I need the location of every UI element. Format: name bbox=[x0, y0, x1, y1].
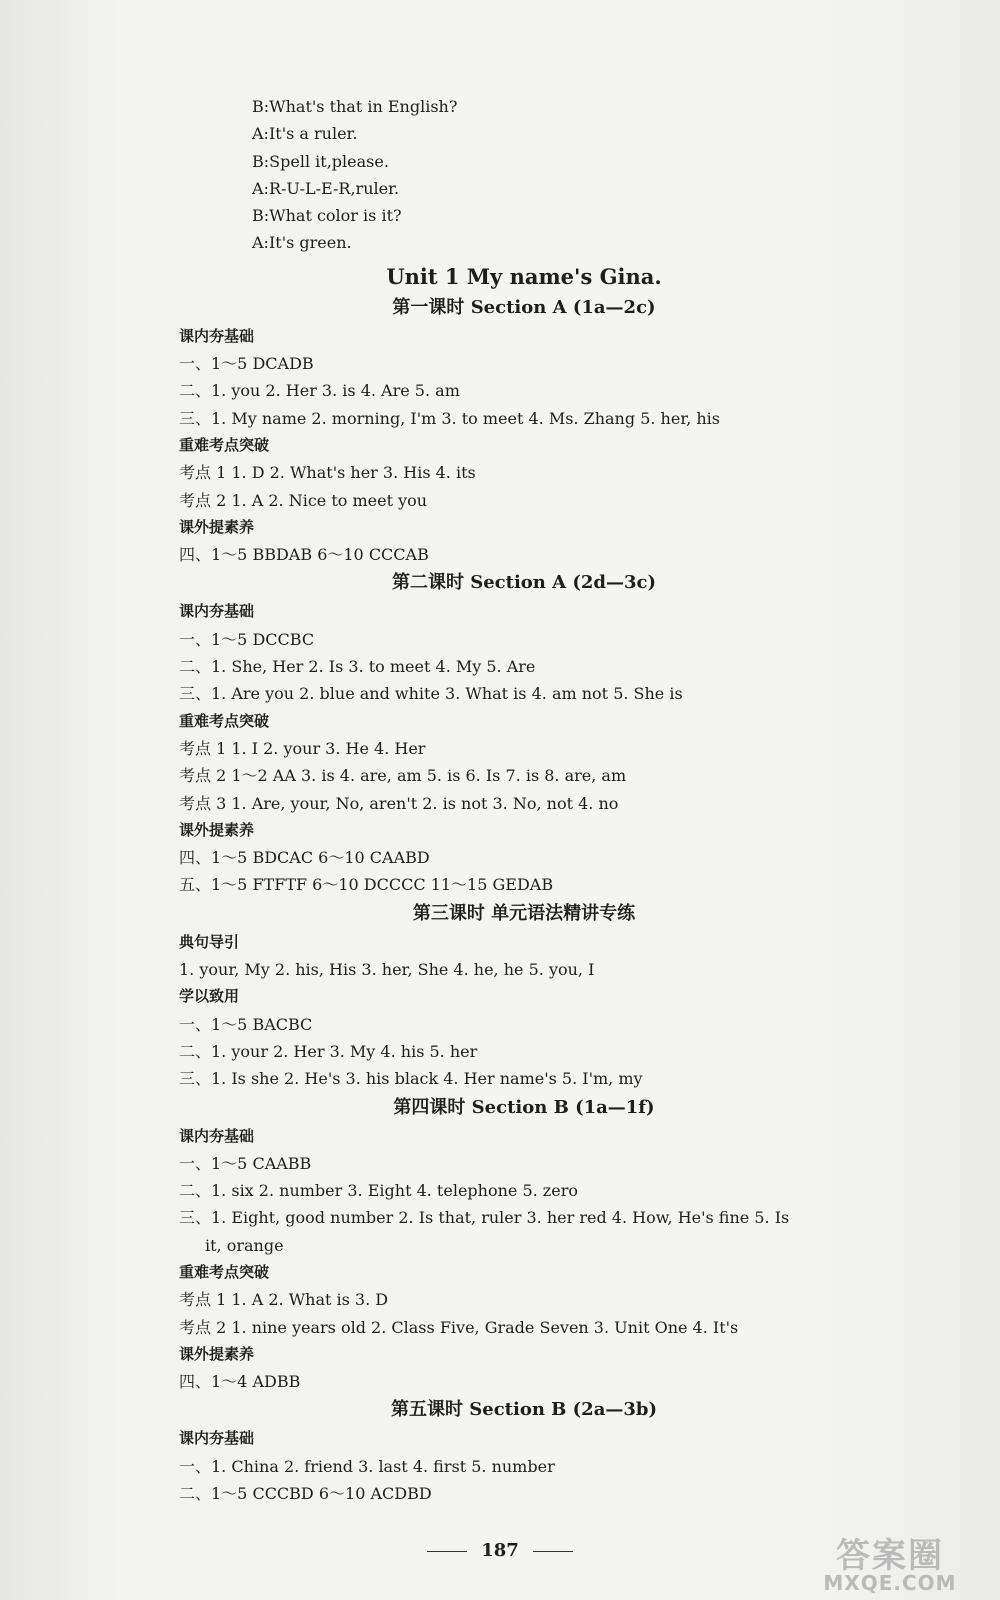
answer-line: 考点 1 1. D 2. What's her 3. His 4. its bbox=[179, 463, 476, 483]
answer-line: 1. your, My 2. his, His 3. her, She 4. he, he 5. you, I bbox=[179, 960, 595, 980]
answer-line: 三、1. Is she 2. He's 3. his black 4. Her name's 5. I'm, my bbox=[179, 1069, 643, 1089]
answer-line: 一、1～5 DCADB bbox=[179, 354, 314, 374]
section-heading: 课内夯基础 bbox=[179, 602, 255, 621]
answer-line: 四、1～5 BDCAC 6～10 CAABD bbox=[179, 848, 430, 868]
dash-left bbox=[427, 1551, 467, 1552]
lesson-title: 第三课时 单元语法精讲专练 bbox=[412, 902, 636, 924]
answer-line: 考点 3 1. Are, your, No, aren't 2. is not 3. No, not 4. no bbox=[179, 793, 619, 813]
lesson-title: 第五课时 Section B (2a—3b) bbox=[390, 1399, 657, 1421]
lesson-2 bbox=[179, 568, 829, 898]
answer-content bbox=[179, 93, 829, 1507]
section-heading: 典句导引 bbox=[179, 932, 240, 951]
dialog-line: B:What's that in English? bbox=[252, 97, 458, 116]
watermark-url: MXQE.COM bbox=[823, 1571, 957, 1595]
lesson-4 bbox=[179, 1093, 829, 1396]
section-heading: 课外提素养 bbox=[179, 820, 255, 839]
section-heading: 重难考点突破 bbox=[179, 1262, 270, 1281]
answer-line: 二、1～5 CCCBD 6～10 ACDBD bbox=[179, 1484, 432, 1504]
lesson-1 bbox=[179, 293, 829, 569]
lesson-title: 第四课时 Section B (1a—1f) bbox=[393, 1096, 655, 1118]
answer-line: 二、1. your 2. Her 3. My 4. his 5. her bbox=[179, 1041, 478, 1061]
answer-line: 一、1～5 BACBC bbox=[179, 1014, 313, 1034]
dialog-line: B:What color is it? bbox=[252, 206, 402, 226]
answer-line: 五、1～5 FTFTF 6～10 DCCCC 11～15 GEDAB bbox=[179, 875, 554, 895]
section-heading: 课内夯基础 bbox=[179, 1429, 255, 1448]
answer-line-continued: it, orange bbox=[205, 1235, 284, 1255]
section-heading: 学以致用 bbox=[179, 987, 240, 1006]
answer-line: 三、1. Eight, good number 2. Is that, ruler 3. her red 4. How, He's fine 5. Is bbox=[179, 1208, 790, 1228]
answer-line: 考点 2 1～2 AA 3. is 4. are, am 5. is 6. Is 7. is 8. are, am bbox=[179, 766, 627, 786]
lesson-3 bbox=[179, 899, 829, 1093]
answer-line: 二、1. you 2. Her 3. is 4. Are 5. am bbox=[179, 381, 460, 401]
section-heading: 重难考点突破 bbox=[179, 711, 270, 730]
section-heading: 重难考点突破 bbox=[179, 435, 270, 454]
dialog-line: A:It's a ruler. bbox=[252, 124, 358, 144]
answer-line: 考点 2 1. nine years old 2. Class Five, Grade Seven 3. Unit One 4. It's bbox=[179, 1317, 739, 1337]
answer-line: 二、1. six 2. number 3. Eight 4. telephone 5. zero bbox=[179, 1181, 578, 1201]
dialog-block bbox=[179, 93, 829, 257]
answer-line: 二、1. She, Her 2. Is 3. to meet 4. My 5. Are bbox=[179, 657, 536, 677]
dialog-line: A:R-U-L-E-R,ruler. bbox=[252, 178, 400, 198]
lesson-5 bbox=[179, 1395, 829, 1507]
answer-line: 考点 2 1. A 2. Nice to meet you bbox=[179, 490, 428, 510]
page-number-text: 187 bbox=[481, 1540, 519, 1561]
section-heading: 课外提素养 bbox=[179, 517, 255, 536]
dash-right bbox=[533, 1551, 573, 1552]
answer-line: 三、1. My name 2. morning, I'm 3. to meet 4. Ms. Zhang 5. her, his bbox=[179, 408, 721, 428]
section-heading: 课外提素养 bbox=[179, 1344, 255, 1363]
section-heading: 课内夯基础 bbox=[179, 1126, 255, 1145]
section-heading: 课内夯基础 bbox=[179, 326, 255, 345]
answer-line: 一、1. China 2. friend 3. last 4. first 5. number bbox=[179, 1456, 555, 1476]
answer-line: 考点 1 1. A 2. What is 3. D bbox=[179, 1290, 389, 1310]
answer-line: 四、1～4 ADBB bbox=[179, 1372, 301, 1392]
dialog-line: B:Spell it,please. bbox=[252, 151, 389, 171]
lesson-title: 第一课时 Section A (1a—2c) bbox=[392, 296, 656, 318]
dialog-line: A:It's green. bbox=[252, 233, 352, 253]
watermark-title: 答案圈 bbox=[836, 1536, 944, 1576]
answer-line: 一、1～5 DCCBC bbox=[179, 629, 315, 649]
answer-line: 三、1. Are you 2. blue and white 3. What is 4. am not 5. She is bbox=[179, 684, 683, 704]
watermark-logo bbox=[800, 1528, 980, 1594]
answer-line: 四、1～5 BBDAB 6～10 CCCAB bbox=[179, 545, 429, 565]
answer-line: 考点 1 1. I 2. your 3. He 4. Her bbox=[179, 738, 426, 758]
answer-line: 一、1～5 CAABB bbox=[179, 1153, 312, 1173]
lesson-title: 第二课时 Section A (2d—3c) bbox=[391, 572, 657, 594]
unit-title: Unit 1 My name's Gina. bbox=[386, 263, 662, 289]
